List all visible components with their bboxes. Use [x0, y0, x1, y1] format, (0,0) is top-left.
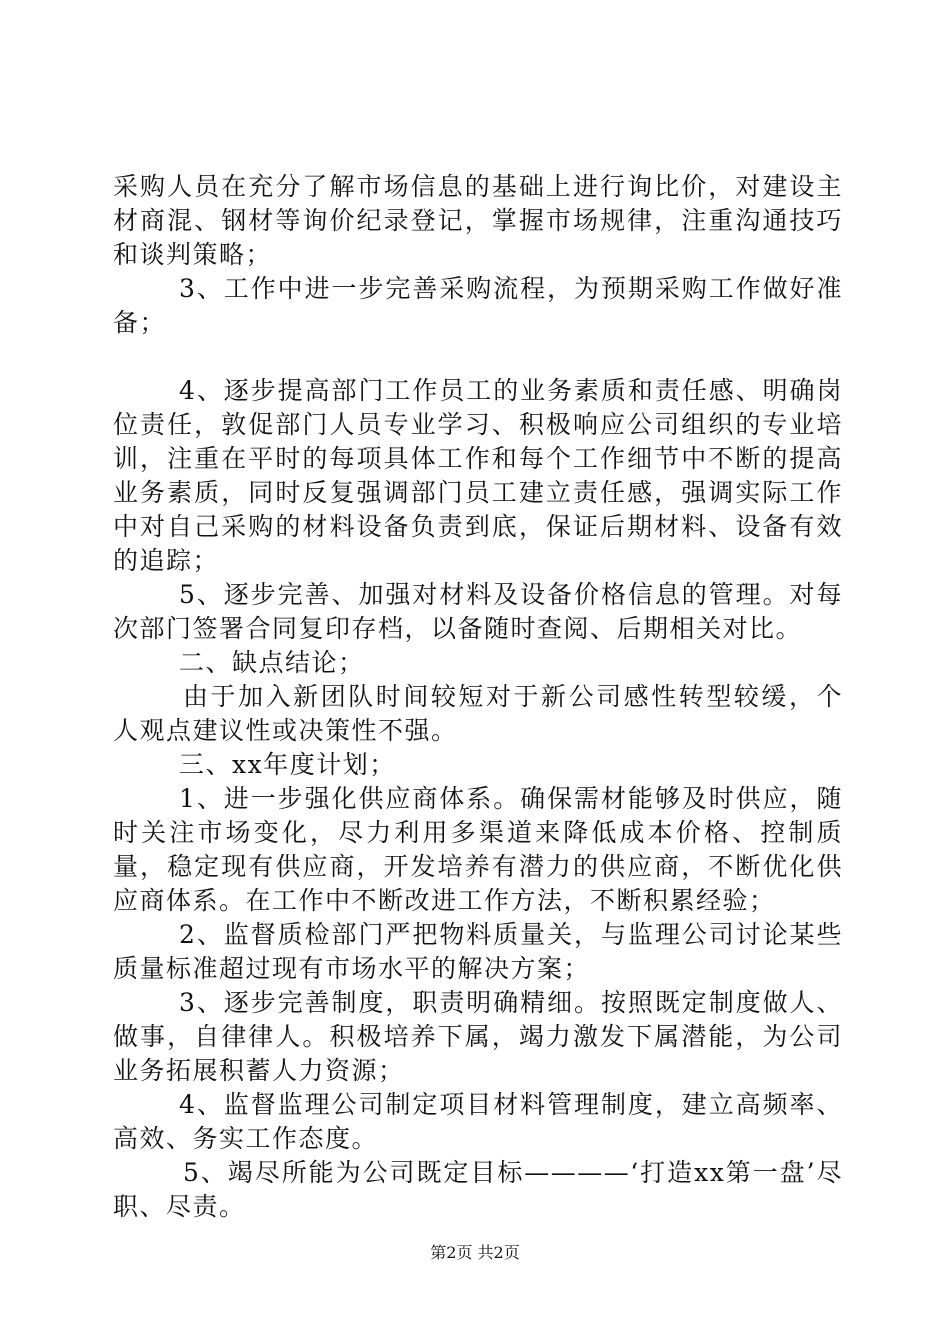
paragraph-item-4-staff-quality: 4、逐步提高部门工作员工的业务素质和责任感、明确岗位责任，敦促部门人员专业学习、积极响应公司组织的专业培训，注重在平时的每项具体工作和每个工作细节中不断的提高业务素质，同时反复强调部门员工建立责任感，强调实际工作中对自己采购的材料设备负责到底，保证后期材料、设备有效的追踪； — [113, 376, 843, 575]
section-heading-shortcomings: 二、缺点结论； — [179, 648, 365, 677]
paragraph-plan-item-2: 2、监督质检部门严把物料质量关，与监理公司讨论某些质量标准超过现有市场水平的解决方案； — [113, 920, 843, 983]
section-heading-annual-plan: 三、xx年度计划； — [179, 750, 396, 779]
paragraph-plan-item-5: 5、竭尽所能为公司既定目标————‘打造xx第一盘’尽职、尽责。 — [113, 1158, 843, 1221]
paragraph-plan-item-1: 1、进一步强化供应商体系。确保需材能够及时供应，随时关注市场变化，尽力利用多渠道来降低成本价格、控制质量，稳定现有供应商，开发培养有潜力的供应商，不断优化供应商体系。在工作中不断改进工作方法，不断积累经验； — [113, 784, 843, 915]
paragraph-item-5-price-info: 5、逐步完善、加强对材料及设备价格信息的管理。对每次部门签署合同复印存档，以备随时查阅、后期相关对比。 — [113, 580, 843, 643]
paragraph-item-3-process: 3、工作中进一步完善采购流程，为预期采购工作做好准备； — [113, 274, 843, 337]
document-body — [113, 170, 843, 1224]
paragraph-shortcomings-text: 由于加入新团队时间较短对于新公司感性转型较缓，个人观点建议性或决策性不强。 — [113, 682, 843, 745]
page-footer: 第2页 共2页 — [430, 1243, 520, 1262]
paragraph-procurement-inquiry: 采购人员在充分了解市场信息的基础上进行询比价，对建设主材商混、钢材等询价纪录登记，掌握市场规律，注重沟通技巧和谈判策略； — [113, 172, 843, 269]
paragraph-plan-item-4: 4、监督监理公司制定项目材料管理制度，建立高频率、高效、务实工作态度。 — [113, 1090, 843, 1153]
paragraph-plan-item-3: 3、逐步完善制度，职责明确精细。按照既定制度做人、做事，自律律人。积极培养下属，竭力激发下属潜能，为公司业务拓展积蓄人力资源； — [113, 988, 843, 1085]
